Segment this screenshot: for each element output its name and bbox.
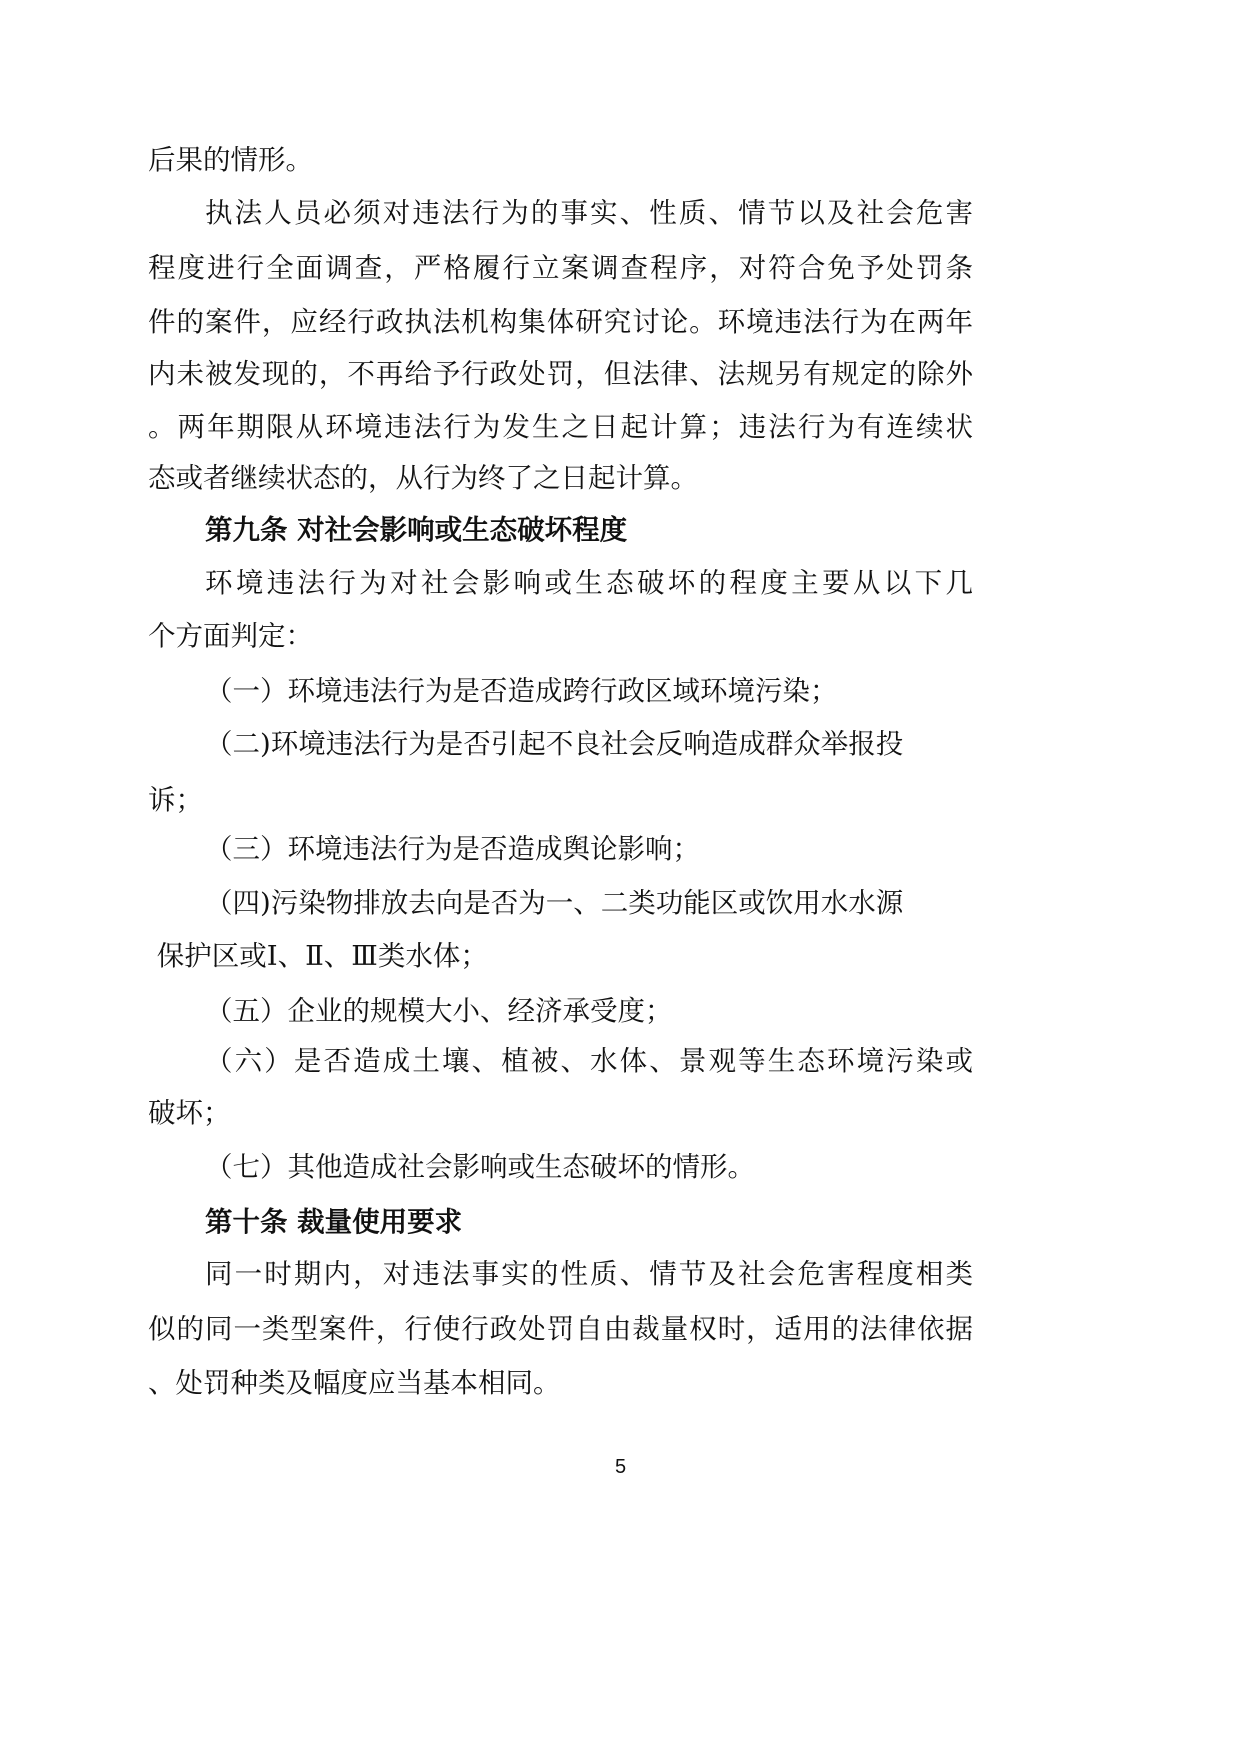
list-item: （五）企业的规模大小、经济承受度；: [205, 995, 673, 1027]
paragraph-line: 执法人员必须对违法行为的事实、性质、情节以及社会危害: [205, 197, 973, 229]
list-item: （三）环境违法行为是否造成舆论影响；: [205, 833, 700, 865]
paragraph-line: 。两年期限从环境违法行为发生之日起计算；违法行为有连续状: [148, 411, 973, 443]
list-item: （四)污染物排放去向是否为一、二类功能区或饮用水水源: [205, 887, 904, 919]
paragraph-line: 环境违法行为对社会影响或生态破坏的程度主要从以下几: [205, 567, 973, 599]
paragraph-line: 内未被发现的，不再给予行政处罚，但法律、法规另有规定的除外: [148, 358, 973, 390]
list-item: （六）是否造成土壤、植被、水体、景观等生态环境污染或: [205, 1045, 973, 1077]
paragraph-line: 后果的情形。: [148, 144, 313, 176]
list-item: （七）其他造成社会影响或生态破坏的情形。: [205, 1151, 755, 1183]
paragraph-line: 件的案件，应经行政执法机构集体研究讨论。环境违法行为在两年: [148, 306, 973, 338]
paragraph-line: 个方面判定：: [148, 620, 313, 652]
paragraph-line: 程度进行全面调查，严格履行立案调查程序，对符合免予处罚条: [148, 252, 973, 284]
list-item: （一）环境违法行为是否造成跨行政区域环境污染；: [205, 675, 838, 707]
list-item: 诉；: [148, 784, 203, 816]
page-number: 5: [614, 1456, 627, 1478]
list-item: （二)环境违法行为是否引起不良社会反响造成群众举报投: [205, 728, 904, 760]
list-item: 破坏；: [148, 1097, 231, 1129]
article-heading: 第十条 裁量使用要求: [205, 1206, 463, 1238]
paragraph-line: 态或者继续状态的，从行为终了之日起计算。: [148, 462, 698, 494]
article-heading: 第九条 对社会影响或生态破坏程度: [205, 514, 628, 546]
paragraph-line: 同一时期内，对违法事实的性质、情节及社会危害程度相类: [205, 1258, 973, 1290]
list-item: 保护区或Ⅰ、Ⅱ、Ⅲ类水体；: [148, 940, 488, 972]
paragraph-line: 似的同一类型案件，行使行政处罚自由裁量权时，适用的法律依据: [148, 1313, 973, 1345]
paragraph-line: 、处罚种类及幅度应当基本相同。: [148, 1367, 561, 1399]
